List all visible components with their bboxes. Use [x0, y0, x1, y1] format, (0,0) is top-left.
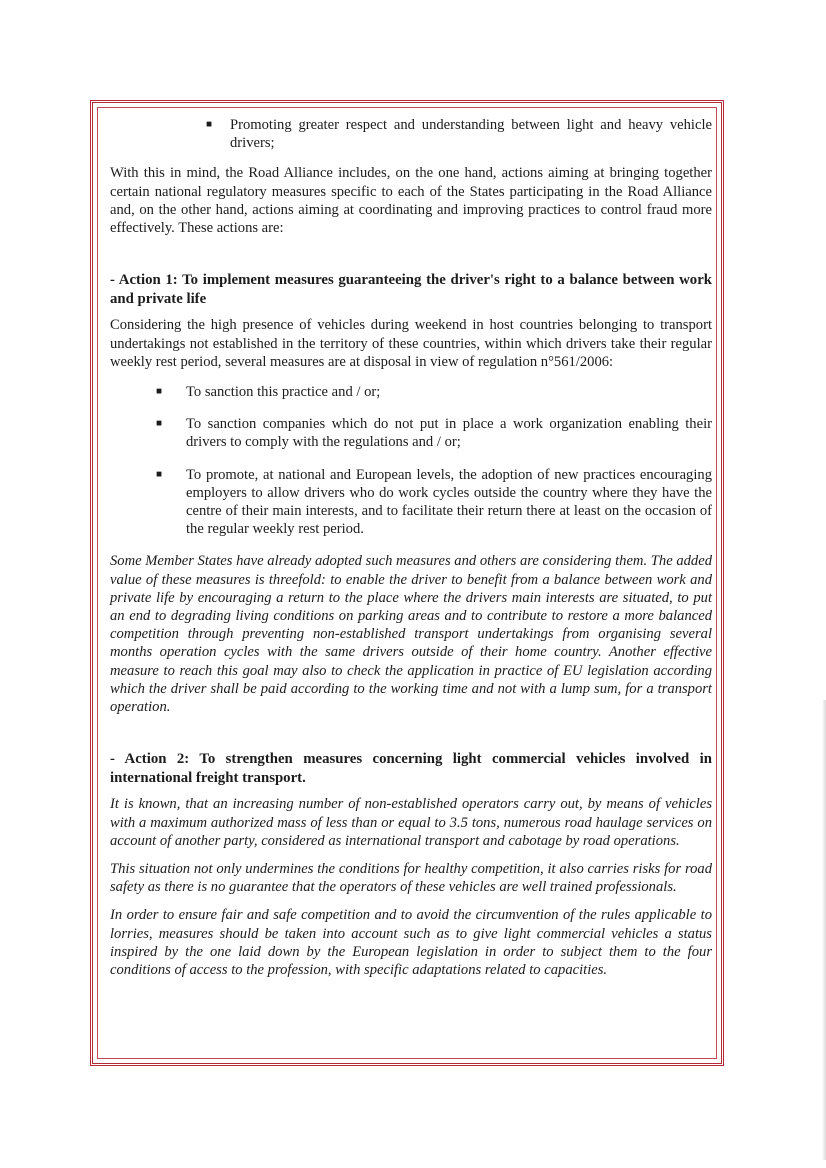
scan-edge-shadow [822, 700, 826, 1160]
bullet-icon: ■ [206, 119, 213, 130]
action-1-italic-paragraph: Some Member States have already adopted such measures and others are considering them. The added value of these measures is threefold: to enable the driver to benefit from a balance between work and private life by encouraging a return to the place where the drivers main interests are situated, to put an end to degrading living conditions on parking areas and to contribute to restore a more balanced competition through preventing non-established transport undertakings from organising several months operation cycles with the same drivers outside of their home country. Another effective measure to reach this goal may also to check the application in practice of EU legislation according which the driver shall be paid according to the working time and not with a lump sum, for a transport operation. [110, 553, 712, 716]
bullet-item [206, 116, 712, 152]
action-2-italic-paragraph-3: In order to ensure fair and safe competition and to avoid the circumvention of the rules applicable to lorries, measures should be taken into account such as to give light commercial vehicles a status inspired by the one laid down by the European legislation in order to subject them to the four conditions of access to the profession, with specific adaptations related to capacities. [110, 907, 712, 979]
list-item [110, 466, 712, 539]
bullet-icon: ■ [156, 418, 163, 430]
document-body [110, 116, 712, 989]
list-item-text: To promote, at national and European levels, the adoption of new practices encouraging employers to allow drivers who do work cycles outside the country where they have the centre of their main interests, and to facilitate their return there at least on the occasion of the regular weekly rest period. [186, 466, 712, 538]
action-2-italic-paragraph-2: This situation not only undermines the conditions for healthy competition, it also carries risks for road safety as there is no guarantee that the operators of these vehicles are well trained professionals. [110, 861, 712, 896]
action-1-measures-list [110, 383, 712, 538]
list-item [110, 415, 712, 451]
action-1-paragraph: Considering the high presence of vehicles during weekend in host countries belonging to transport undertakings not established in the territory of these countries, within which drivers take their regular weekly rest period, several measures are at disposal in view of regulation n°561/2006: [110, 317, 712, 370]
action-2-heading: - Action 2: To strengthen measures concerning light commercial vehicles involved in international freight transport. [110, 751, 712, 786]
intro-paragraph: With this in mind, the Road Alliance includes, on the one hand, actions aiming at bringing together certain national regulatory measures specific to each of the States participating in the Road Alliance and, on the other hand, actions aiming at coordinating and improving practices to control fraud more effectively. These actions are: [110, 165, 712, 237]
bullet-text: Promoting greater respect and understanding between light and heavy vehicle drivers; [230, 117, 712, 152]
bullet-icon: ■ [156, 468, 163, 480]
list-item [110, 383, 712, 401]
bullet-icon: ■ [156, 386, 163, 398]
action-2-italic-paragraph-1: It is known, that an increasing number of non-established operators carry out, by means of vehicles with a maximum authorized mass of less than or equal to 3.5 tons, numerous road haulage services on account of another party, considered as international transport and cabotage by road operations. [110, 796, 712, 849]
action-1-heading: - Action 1: To implement measures guaranteeing the driver's right to a balance between work and private life [110, 272, 712, 307]
list-item-text: To sanction companies which do not put in place a work organization enabling their drivers to comply with the regulations and / or; [186, 416, 712, 451]
list-item-text: To sanction this practice and / or; [186, 384, 381, 401]
